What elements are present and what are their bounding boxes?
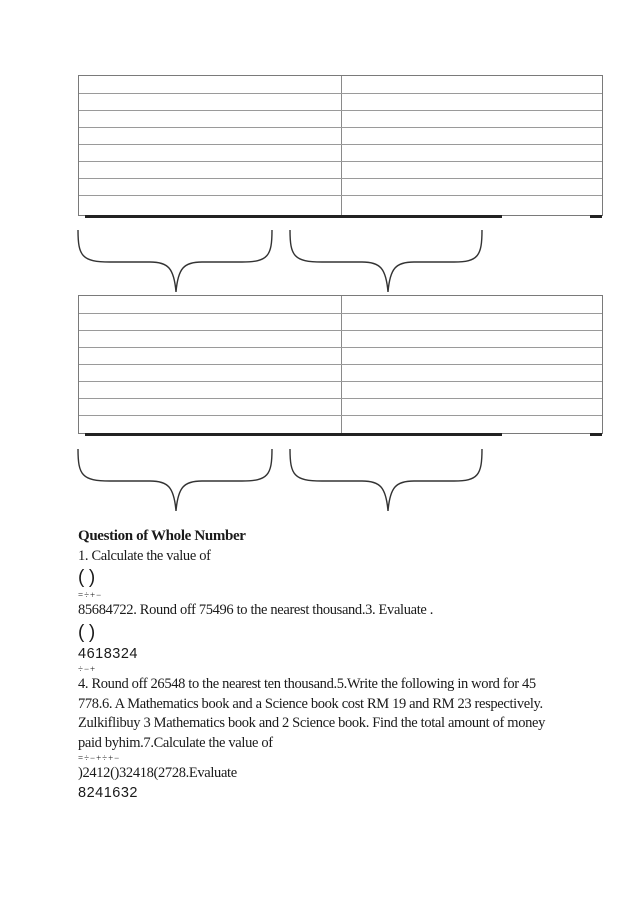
table-bottom-bar: [590, 433, 602, 436]
ruled-table-1: [78, 75, 603, 216]
numbers-2: 4618324: [78, 645, 138, 662]
curly-brace-left: [78, 449, 272, 511]
table-rule: [79, 144, 602, 145]
section-heading: Question of Whole Number: [78, 528, 246, 544]
table-bottom-bar: [590, 215, 602, 218]
table-rule: [79, 364, 602, 365]
numbers-3: 8241632: [78, 784, 138, 801]
table-rule: [79, 381, 602, 382]
question-7-8: )2412()32418(2728.Evaluate: [78, 765, 237, 781]
ruled-table-2: [78, 295, 603, 434]
question-1: 1. Calculate the value of: [78, 547, 211, 564]
table-rule: [79, 110, 602, 111]
table-bottom-bar: [85, 433, 502, 436]
table-rule: [79, 398, 602, 399]
curly-brace-right: [290, 449, 482, 511]
table-rule: [79, 330, 602, 331]
curly-brace-right: [290, 230, 482, 292]
table-rule: [79, 415, 602, 416]
operators-1: =÷+−: [78, 590, 103, 600]
table-rule: [79, 161, 602, 162]
operators-3: =÷−+÷+−: [78, 753, 121, 763]
questions-text: [78, 527, 548, 803]
brace-group-2: [70, 445, 490, 515]
questions-4-7: 4. Round off 26548 to the nearest ten thousand.5.Write the following in word for 45 778.6. A Mathematics book and a Science book cost RM 19 and RM 23 respectively. Zulkiflibuy 3 Mathematics book and 2 Science book. Find the total amount of money paid byhim.7.Calculate the value of: [78, 676, 545, 751]
brace-group-1: [70, 226, 490, 296]
table-bottom-bar: [85, 215, 502, 218]
parentheses-1: ( ): [78, 567, 95, 588]
curly-brace-left: [78, 230, 272, 292]
table-rule: [79, 127, 602, 128]
parentheses-2: ( ): [78, 621, 95, 643]
table-rule: [79, 347, 602, 348]
table-rule: [79, 178, 602, 179]
table-rule: [79, 93, 602, 94]
table-rule: [79, 313, 602, 314]
operators-2: ÷−+: [78, 664, 97, 674]
question-2-3: 85684722. Round off 75496 to the nearest thousand.3. Evaluate .: [78, 602, 434, 618]
table-rule: [79, 195, 602, 196]
